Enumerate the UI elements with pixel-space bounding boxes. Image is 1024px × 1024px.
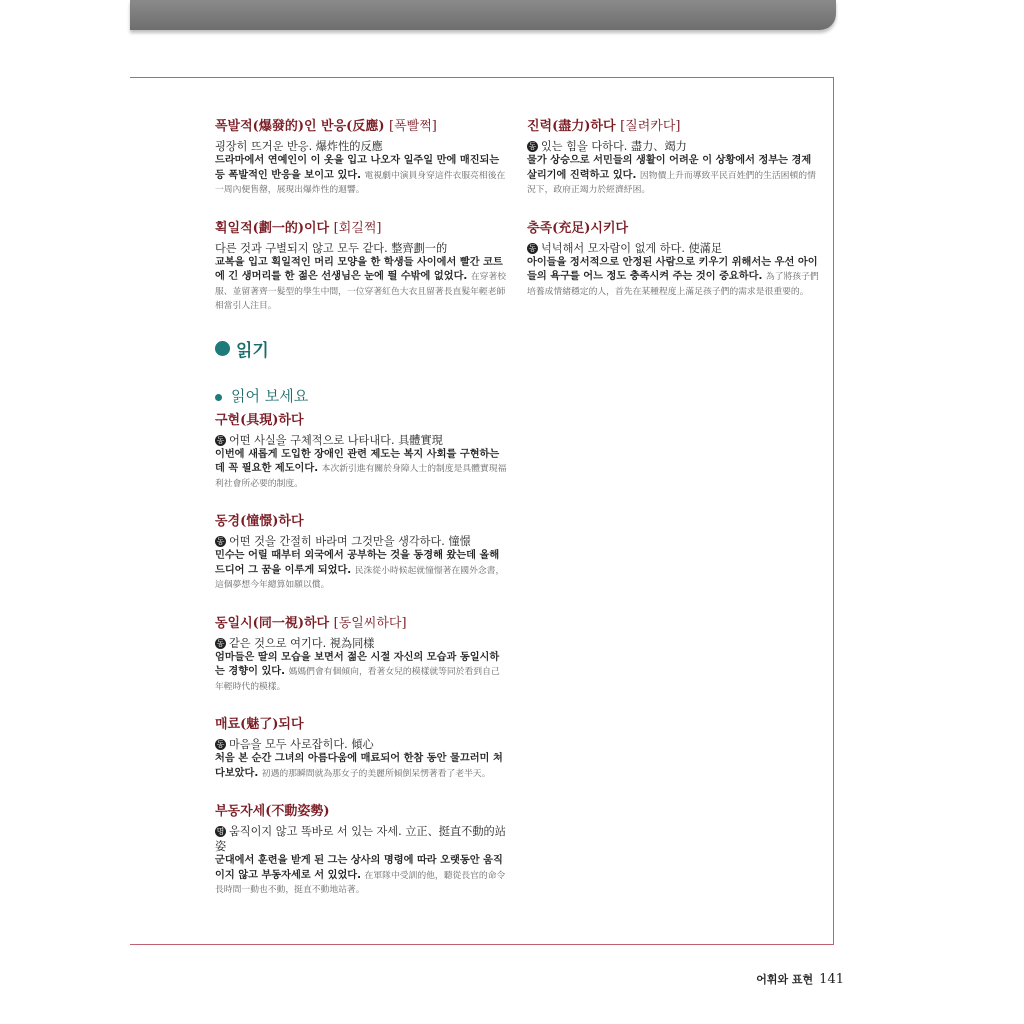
example-korean: 아이들을 정서적으로 안정된 사람으로 키우기 위해서는 우선 아이들의 욕구를 어느 정도 충족시켜 주는 것이 중요하다. [527, 256, 818, 282]
term-word: 부동자세(不動姿勢) [215, 804, 330, 819]
vocab-term [215, 412, 507, 430]
term-meaning [215, 824, 507, 854]
part-of-speech-badge: 동 [216, 740, 225, 749]
right-entries [527, 118, 819, 299]
page-footer [756, 971, 844, 987]
meaning-chinese: 具體實現 [398, 433, 443, 447]
term-pronunciation: [동일씨하다] [333, 615, 407, 631]
page-number: 141 [819, 972, 844, 987]
example-sentence [215, 256, 507, 314]
example-sentence [215, 854, 507, 898]
vocab-entry [215, 615, 507, 695]
term-meaning [527, 241, 819, 256]
right-column [527, 118, 819, 321]
term-meaning [215, 534, 507, 549]
term-meaning [215, 241, 507, 256]
term-meaning [215, 636, 507, 651]
part-of-speech-badge: 동 [216, 638, 225, 648]
example-korean: 민수는 어릴 때부터 외국에서 공부하는 것을 동경해 왔는데 올해 드디어 그 꿈을 이루게 되었다. [215, 550, 500, 576]
section-title: 읽기 [236, 340, 269, 361]
vocab-entry [215, 716, 507, 781]
term-word: 폭발적(爆發的)인 반응(反應) [215, 119, 385, 134]
meaning-korean: 넉넉해서 모자람이 없게 하다. [541, 241, 685, 255]
example-chinese: 民洙從小時候起就憧憬著在國外念書，這個夢想今年總算如願以償。 [215, 565, 505, 590]
section-heading [215, 336, 507, 361]
example-sentence [215, 651, 507, 695]
meaning-korean: 어떤 것을 간절히 바라며 그것만을 생각하다. [229, 535, 445, 548]
term-word: 동일시(同一視)하다 [215, 615, 330, 631]
example-korean: 엄마들은 딸의 모습을 보면서 젊은 시절 자신의 모습과 동일시하는 경향이 있다. [215, 651, 500, 677]
vocab-term [527, 220, 819, 238]
example-sentence [215, 549, 507, 593]
meaning-korean: 굉장히 뜨거운 반응. [215, 140, 313, 153]
vocab-term [215, 513, 507, 531]
meaning-korean: 움직이지 않고 똑바로 서 있는 자세. [229, 825, 402, 838]
vocab-term [215, 220, 507, 238]
example-korean: 처음 본 순간 그녀의 아름다움에 매료되어 한참 동안 물끄러미 쳐다보았다. [215, 753, 503, 779]
example-sentence [527, 256, 819, 300]
example-chinese: 在穿著校服、並留著齊一髮型的學生中間，一位穿著紅色大衣且留著長直髮年輕老師相當引人注目。 [215, 272, 507, 311]
part-of-speech-badge: 동 [216, 435, 225, 445]
meaning-korean: 있는 힘을 다하다. [541, 140, 628, 153]
meaning-korean: 같은 것으로 여기다. [229, 636, 327, 650]
vocab-entry [215, 220, 507, 314]
left-top-entries [215, 118, 507, 314]
vocab-entry [215, 412, 507, 492]
term-word: 진력(盡力)하다 [527, 119, 616, 134]
example-korean: 교복을 입고 획일적인 머리 모양을 한 학생들 사이에서 빨간 코트에 긴 생머리를 한 젊은 선생님은 눈에 띌 수밖에 없었다. [215, 256, 503, 282]
example-chinese: 初遇的那瞬間就為那女子的美麗所傾倒呆愣著看了老半天。 [261, 768, 491, 779]
vocab-entry [215, 803, 507, 898]
part-of-speech-badge: 동 [216, 537, 225, 546]
part-of-speech-badge: 명 [216, 827, 225, 836]
bullet-icon [215, 341, 230, 356]
term-word: 매료(魅了)되다 [215, 717, 304, 732]
left-column [215, 118, 507, 920]
example-chinese: 在軍隊中受訓的他，聽從長官的命令長時間一動也不動，挺直不動地站著。 [215, 870, 506, 895]
meaning-chinese: 憧憬 [448, 535, 471, 548]
footer-label: 어휘와 표현 [756, 973, 814, 986]
meaning-chinese: 爆炸性的反應 [315, 140, 383, 153]
example-korean: 드라마에서 연예인이 이 옷을 입고 나오자 일주일 만에 매진되는 등 폭발적인 반응을 보이고 있다. [215, 155, 500, 181]
vocab-entry [527, 220, 819, 300]
term-meaning [215, 139, 507, 154]
meaning-chinese: 立正、挺直不動的站姿 [215, 825, 506, 853]
vocab-entry [215, 513, 507, 593]
example-chinese: 因物價上升而導致平民百姓們的生活困頓的情況下，政府正竭力於經濟紓困。 [527, 170, 816, 195]
reading-entries [215, 412, 507, 898]
term-word: 구현(具現)하다 [215, 412, 304, 428]
example-sentence [215, 752, 507, 781]
example-sentence [215, 448, 507, 492]
meaning-korean: 다른 것과 구별되지 않고 모두 같다. [215, 241, 388, 255]
term-word: 충족(充足)시키다 [527, 220, 629, 236]
term-meaning [215, 433, 507, 448]
meaning-korean: 어떤 사실을 구체적으로 나타내다. [229, 433, 395, 447]
example-sentence [215, 154, 507, 198]
example-korean: 이번에 새롭게 도입한 장애인 관련 제도는 복지 사회를 구현하는 데 꼭 필요한 제도이다. [215, 448, 500, 474]
example-korean: 물가 상승으로 서민들의 생활이 어려운 이 상황에서 정부는 경제 살리기에 진력하고 있다. [527, 155, 812, 181]
term-meaning [527, 139, 819, 154]
example-korean: 군대에서 훈련을 받게 된 그는 상사의 명령에 따라 오랫동안 움직이지 않고 부동자세로 서 있었다. [215, 855, 503, 881]
vocab-term [215, 118, 507, 136]
vocab-term [527, 118, 819, 136]
term-pronunciation: [폭빨쩍] [389, 119, 437, 134]
vocab-term [215, 615, 507, 633]
sub-heading [215, 385, 507, 406]
vocab-term [215, 803, 507, 821]
example-chinese: 電視劇中演員身穿這件衣服亮相後在一周內便售罄，展現出爆炸性的迴響。 [215, 170, 506, 195]
term-meaning [215, 737, 507, 752]
vocab-entry [527, 118, 819, 198]
meaning-chinese: 盡力、竭力 [630, 140, 687, 153]
meaning-chinese: 傾心 [351, 738, 374, 751]
example-chinese: 媽媽們會有個傾向，看著女兒的模樣就等同於看到自己年輕時代的模樣。 [215, 667, 500, 692]
bullet-icon [215, 394, 222, 401]
meaning-korean: 마음을 모두 사로잡히다. [229, 738, 348, 751]
vocab-entry [215, 118, 507, 198]
term-word: 획일적(劃一的)이다 [215, 220, 330, 236]
term-pronunciation: [질려카다] [620, 119, 681, 134]
part-of-speech-badge: 동 [528, 243, 537, 253]
meaning-chinese: 視為同樣 [329, 636, 375, 650]
example-chinese: 為了將孩子們培養成情緒穩定的人，首先在某種程度上滿足孩子們的需求是很重要的。 [527, 272, 819, 297]
example-chinese: 本次新引進有關於身障人士的制度是具體實現福利社會所必要的制度。 [215, 464, 507, 489]
section-subtitle: 읽어 보세요 [231, 386, 309, 405]
example-sentence [527, 154, 819, 198]
part-of-speech-badge: 동 [528, 142, 537, 151]
meaning-chinese: 整齊劃一的 [391, 241, 448, 255]
top-header-band [130, 0, 836, 30]
meaning-chinese: 使滿足 [688, 241, 723, 255]
vocab-term [215, 716, 507, 734]
term-word: 동경(憧憬)하다 [215, 514, 304, 529]
term-pronunciation: [회길쩍] [333, 220, 382, 236]
